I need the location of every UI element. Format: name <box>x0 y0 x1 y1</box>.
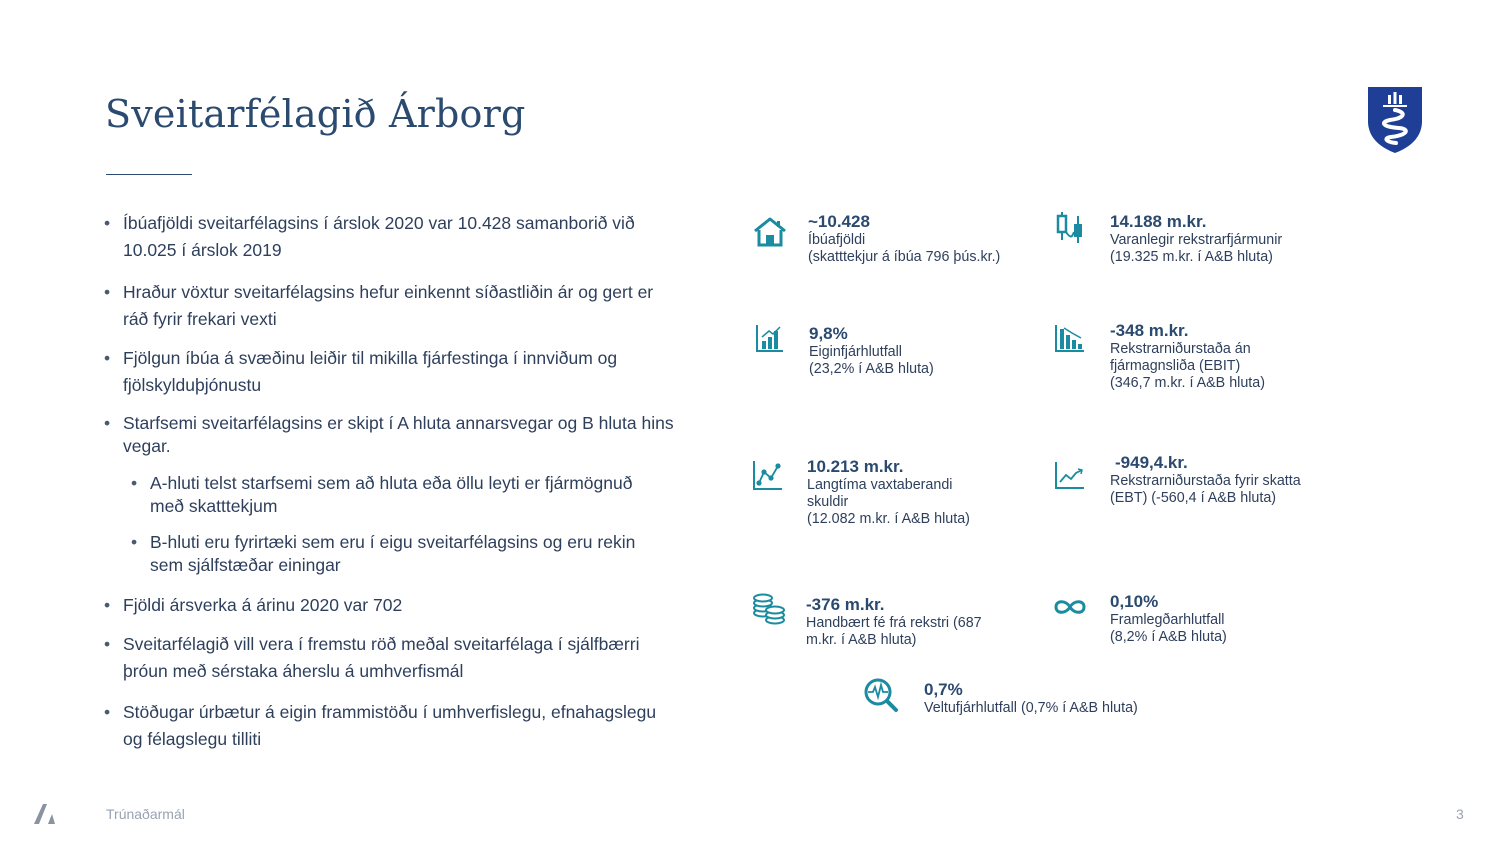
metric-cash <box>806 595 982 649</box>
metric-label: Veltufjárhlutfall (0,7% í A&B hluta) <box>924 700 1138 716</box>
bullet-b-part: • B-hluti eru fyrirtæki sem eru í eigu sveitarfélagsins og eru rekin sem sjálfstæðar einingar <box>131 531 650 577</box>
metric-note: (EBT) (-560,4 í A&B hluta) <box>1110 490 1277 506</box>
metric-ebt <box>1110 453 1301 507</box>
metric-label: Rekstrarniðurstaða án <box>1110 341 1251 357</box>
bar-decline-icon <box>1054 323 1086 353</box>
metric-label: Eiginfjárhlutfall <box>809 344 902 360</box>
metric-note: (346,7 m.kr. í A&B hluta) <box>1110 375 1265 391</box>
metric-note: (19.325 m.kr. í A&B hluta) <box>1110 249 1273 265</box>
bullet-sustainability: • Sveitarfélagið vill vera í fremstu röð meðal sveitarfélaga í sjálfbærri þróun með sérstaka áherslu á umhverfismál <box>104 631 678 685</box>
metric-label: Handbært fé frá rekstri (687 <box>806 615 982 631</box>
bullet-a-part: • A-hluti telst starfsemi sem að hluta eða öllu leyti er fjármögnuð með skatttekjum <box>131 472 650 518</box>
metric-value: -949,4.kr. <box>1115 453 1188 472</box>
metric-label-cont: m.kr. í A&B hluta) <box>806 632 917 648</box>
metric-label: Íbúafjöldi <box>808 232 866 248</box>
metric-margin <box>1110 592 1227 646</box>
page-number: 3 <box>1456 806 1464 822</box>
infinity-icon <box>1052 597 1088 617</box>
metric-note: (8,2% í A&B hluta) <box>1110 629 1227 645</box>
page-title: Sveitarfélagið Árborg <box>105 92 526 136</box>
metric-equity <box>809 324 934 378</box>
municipal-crest-icon <box>1366 85 1424 155</box>
magnifier-pulse-icon <box>863 677 899 713</box>
metric-fixed-assets <box>1110 212 1282 266</box>
metric-value: -348 m.kr. <box>1110 321 1189 340</box>
metric-label-cont: skuldir <box>807 494 849 510</box>
bullet-structure: • Starfsemi sveitarfélagsins er skipt í A hluta annarsvegar og B hluta hins vegar. <box>104 412 678 458</box>
bullet-fte: • Fjöldi ársverka á árinu 2020 var 702 <box>104 592 678 619</box>
bullet-growth: • Hraður vöxtur sveitarfélagsins hefur einkennt síðastliðin ár og gert er ráð fyrir frekari vexti <box>104 279 678 333</box>
metric-note: (23,2% í A&B hluta) <box>809 361 934 377</box>
metric-turnover <box>924 680 1138 717</box>
title-underline <box>106 174 192 175</box>
metric-value: 14.188 m.kr. <box>1110 212 1207 231</box>
metric-label: Varanlegir rekstrarfjármunir <box>1110 232 1283 248</box>
bullet-investment: • Fjölgun íbúa á svæðinu leiðir til mikilla fjárfestinga í innviðum og fjölskylduþjónustu <box>104 345 678 399</box>
bullet-improvements: • Stöðugar úrbætur á eigin frammistöðu í umhverfislegu, efnahagslegu og félagslegu tilliti <box>104 699 678 753</box>
metric-residents <box>808 212 1000 266</box>
metric-value: 10.213 m.kr. <box>807 457 904 476</box>
trend-line-icon <box>1054 460 1086 490</box>
bullet-residents: • Íbúafjöldi sveitarfélagsins í árslok 2020 var 10.428 samanborið við 10.025 í árslok 2019 <box>104 210 678 264</box>
metric-label: Langtíma vaxtaberandi <box>807 477 953 493</box>
candlestick-icon <box>1054 210 1086 244</box>
bar-chart-icon <box>755 323 785 353</box>
metric-value: 0,7% <box>924 680 963 699</box>
metric-value: 0,10% <box>1110 592 1159 611</box>
metric-value: ~10.428 <box>808 212 870 231</box>
metric-label-cont: fjármagnsliða (EBIT) <box>1110 358 1241 374</box>
line-points-icon <box>752 459 784 491</box>
metric-note: (12.082 m.kr. í A&B hluta) <box>807 511 970 527</box>
coins-icon <box>751 593 787 625</box>
metric-value: -376 m.kr. <box>806 595 885 614</box>
confidential-label: Trúnaðarmál <box>106 806 185 822</box>
metric-value: 9,8% <box>809 324 848 343</box>
metric-debt <box>807 457 970 528</box>
company-logo-icon <box>34 803 56 825</box>
house-icon <box>752 216 788 248</box>
metric-note: (skatttekjur á íbúa 796 þús.kr.) <box>808 249 1001 265</box>
metric-label: Framlegðarhlutfall <box>1110 612 1225 628</box>
metric-label: Rekstrarniðurstaða fyrir skatta <box>1110 473 1301 489</box>
metric-ebit <box>1110 321 1265 392</box>
